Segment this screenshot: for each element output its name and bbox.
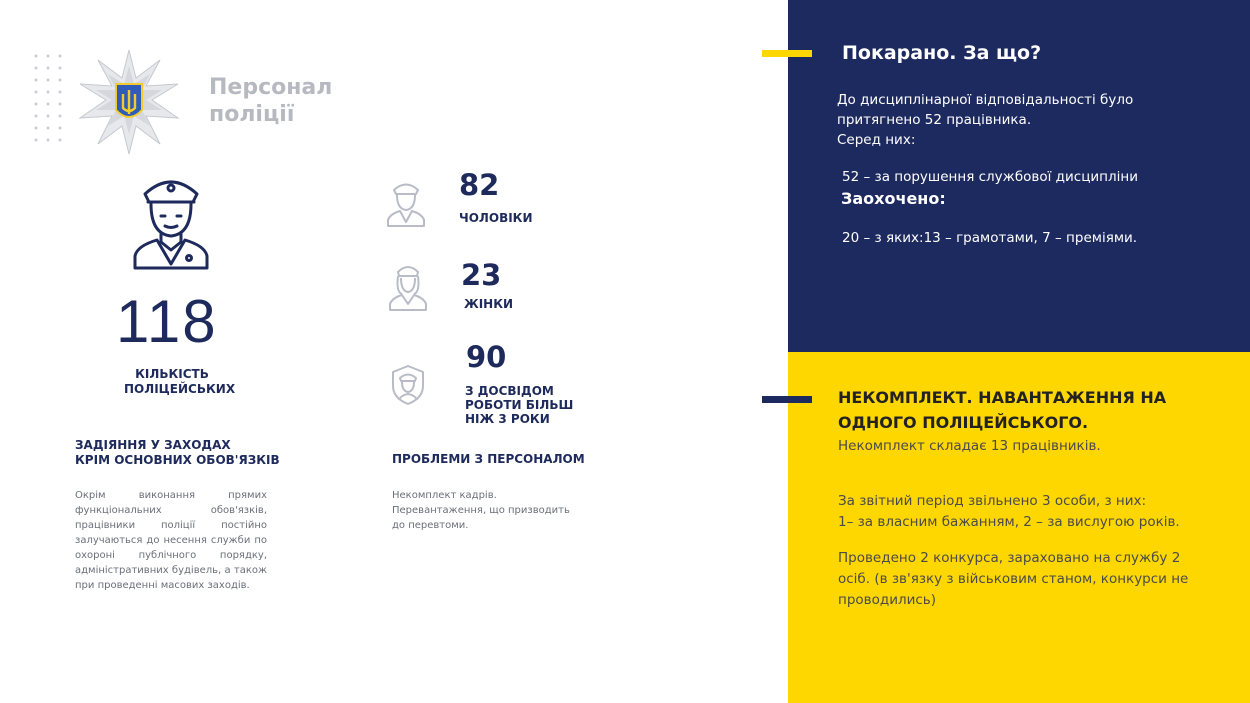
accent-bar-navy bbox=[762, 396, 812, 403]
total-label-line1: КІЛЬКІСТЬ bbox=[135, 367, 209, 381]
punished-text bbox=[837, 90, 1133, 150]
dismissed-text bbox=[838, 491, 1180, 533]
dismissed-line1: За звітний період звільнено 3 особи, з них: bbox=[838, 493, 1147, 509]
decorative-dots bbox=[30, 50, 66, 150]
punished-line2: притягнено 52 працівника. bbox=[837, 112, 1032, 128]
policeman-icon bbox=[131, 172, 211, 270]
problems-title: ПРОБЛЕМИ З ПЕРСОНАЛОМ bbox=[392, 452, 585, 466]
encouraged-text: 20 – з яких:13 – грамотами, 7 – преміями. bbox=[842, 230, 1138, 246]
total-officers-label bbox=[124, 367, 236, 397]
male-label: ЧОЛОВІКИ bbox=[459, 211, 533, 225]
duties-text: Окрім виконання прямих функціональних обов'язків, працівники поліції постійно залучаються до несення служби по охороні публічного порядку, адміністративних будівель, а також при проведенні масових заходів. bbox=[75, 490, 267, 591]
experienced-officer-icon bbox=[390, 364, 426, 406]
male-count: 82 bbox=[459, 168, 500, 202]
page-title bbox=[209, 74, 332, 128]
problems-text bbox=[392, 488, 592, 533]
duties-title bbox=[75, 438, 280, 468]
problems-line2: Перевантаження, що призводить bbox=[392, 505, 570, 516]
dismissed-line2: 1– за власним бажанням, 2 – за вислугою років. bbox=[838, 514, 1180, 530]
total-label-line2: ПОЛІЦЕЙСЬКИХ bbox=[124, 382, 236, 396]
experienced-label-line1: З ДОСВІДОМ bbox=[465, 384, 554, 398]
experienced-count: 90 bbox=[466, 340, 507, 374]
female-count: 23 bbox=[461, 258, 502, 292]
problems-line3: до перевтоми. bbox=[392, 520, 469, 531]
total-officers-value: 118 bbox=[116, 288, 218, 355]
accent-bar-yellow bbox=[762, 50, 812, 57]
punished-line3: Серед них: bbox=[837, 132, 916, 148]
experienced-label bbox=[465, 384, 573, 426]
shortage-subtitle: Некомплект складає 13 працівників. bbox=[838, 438, 1101, 454]
encouraged-title: Заохочено: bbox=[841, 189, 946, 208]
contests-line2: осіб. (в зв'язку з військовим станом, конкурси не bbox=[838, 571, 1189, 587]
contests-line3: проводились) bbox=[838, 592, 937, 608]
experienced-label-line3: НІЖ 3 РОКИ bbox=[465, 412, 550, 426]
female-label: ЖІНКИ bbox=[464, 297, 514, 311]
duties-title-line2: КРІМ ОСНОВНИХ ОБОВ'ЯЗКІВ bbox=[75, 453, 280, 467]
contests-text bbox=[838, 548, 1188, 611]
punished-line1: До дисциплінарної відповідальності було bbox=[837, 92, 1134, 108]
male-officer-icon bbox=[386, 180, 426, 228]
punished-line4: 52 – за порушення службової дисципліни bbox=[842, 169, 1138, 185]
shortage-title bbox=[838, 385, 1238, 435]
shortage-title-line2: ОДНОГО ПОЛІЦЕЙСЬКОГО. bbox=[838, 413, 1089, 432]
page-title-line2: поліції bbox=[209, 102, 295, 127]
shortage-title-line1: НЕКОМПЛЕКТ. НАВАНТАЖЕННЯ НА bbox=[838, 388, 1167, 407]
police-star-emblem-icon bbox=[74, 48, 184, 156]
duties-title-line1: ЗАДІЯННЯ У ЗАХОДАХ bbox=[75, 438, 231, 452]
female-officer-icon bbox=[388, 262, 428, 312]
page-title-line1: Персонал bbox=[209, 75, 333, 100]
punished-title: Покарано. За що? bbox=[842, 42, 1042, 64]
experienced-label-line2: РОБОТИ БІЛЬШ bbox=[465, 398, 574, 412]
problems-line1: Некомплект кадрів. bbox=[392, 490, 497, 501]
contests-line1: Проведено 2 конкурса, зараховано на службу 2 bbox=[838, 550, 1181, 566]
